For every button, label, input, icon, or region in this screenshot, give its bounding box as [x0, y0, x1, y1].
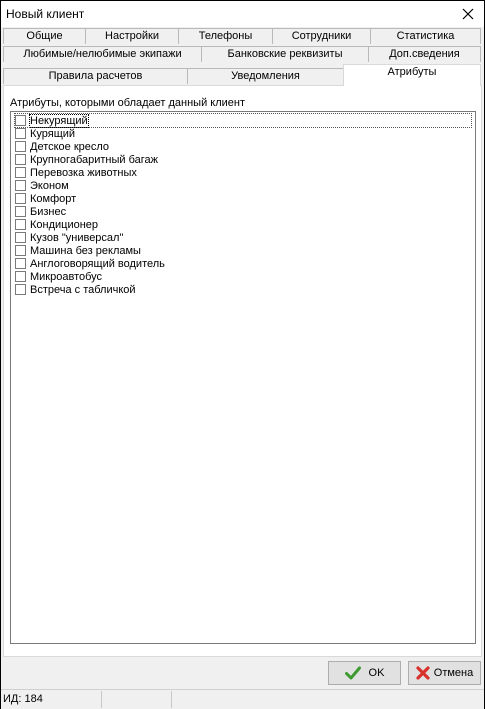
list-item[interactable] [15, 179, 69, 192]
checkbox[interactable] [15, 219, 26, 230]
tab-extra-info[interactable]: Доп.сведения [368, 46, 481, 62]
cancel-button[interactable] [408, 661, 481, 685]
window-title: Новый клиент [6, 7, 85, 21]
tab-settings[interactable]: Настройки [85, 28, 179, 44]
status-panel-2 [102, 691, 172, 708]
tab-row-3 [3, 68, 481, 85]
item-label: Курящий [30, 127, 76, 140]
attributes-panel [3, 85, 482, 657]
list-item[interactable] [15, 127, 75, 140]
tab-employees[interactable]: Сотрудники [272, 28, 371, 44]
ok-button[interactable] [328, 661, 401, 685]
tab-row-1 [3, 28, 481, 45]
cancel-button-label: Отмена [433, 667, 474, 679]
tab-general[interactable]: Общие [3, 28, 86, 44]
item-label: Некурящий [30, 114, 88, 127]
tab-bank-details[interactable]: Банковские реквизиты [201, 46, 369, 62]
tab-phones[interactable]: Телефоны [178, 28, 273, 44]
checkbox[interactable] [15, 180, 26, 191]
status-bar [1, 689, 484, 709]
checkbox[interactable] [15, 128, 26, 139]
checkbox[interactable] [15, 115, 26, 126]
status-id: ИД: 184 [1, 691, 102, 708]
tab-attributes[interactable]: Атрибуты [343, 64, 481, 86]
tab-statistics[interactable]: Статистика [370, 28, 481, 44]
list-item[interactable] [15, 244, 141, 257]
list-item[interactable] [15, 257, 165, 270]
checkbox[interactable] [15, 167, 26, 178]
close-icon [462, 8, 474, 20]
checkbox[interactable] [15, 245, 26, 256]
item-label: Кондиционер [30, 218, 99, 231]
checkbox[interactable] [15, 206, 26, 217]
tab-strip [3, 28, 481, 86]
list-item[interactable] [15, 192, 76, 205]
checkbox[interactable] [15, 258, 26, 269]
attributes-checklist[interactable] [10, 111, 476, 644]
tab-row-2 [3, 46, 481, 63]
list-item[interactable] [15, 270, 102, 283]
close-button[interactable] [452, 1, 484, 27]
item-label: Крупногабаритный багаж [30, 153, 158, 166]
tab-favorite-crews[interactable]: Любимые/нелюбимые экипажи [3, 46, 202, 62]
item-label: Машина без рекламы [30, 244, 141, 257]
item-label: Бизнес [30, 205, 67, 218]
ok-button-label: OK [368, 667, 385, 679]
list-item[interactable] [15, 231, 123, 244]
item-label: Встреча с табличкой [30, 283, 136, 296]
list-item[interactable] [15, 283, 136, 296]
check-icon [345, 666, 361, 680]
x-icon [416, 666, 430, 680]
checkbox[interactable] [15, 232, 26, 243]
list-item[interactable] [15, 140, 109, 153]
item-label: Микроавтобус [30, 270, 103, 283]
tab-notifications[interactable]: Уведомления [187, 68, 344, 84]
checkbox[interactable] [15, 141, 26, 152]
checkbox[interactable] [15, 193, 26, 204]
item-label: Эконом [30, 179, 69, 192]
checkbox[interactable] [15, 284, 26, 295]
tab-payment-rules[interactable]: Правила расчетов [3, 68, 188, 84]
item-label: Перевозка животных [30, 166, 137, 179]
item-label: Комфорт [30, 192, 77, 205]
item-label: Детское кресло [30, 140, 110, 153]
list-item[interactable] [15, 205, 66, 218]
item-label: Англоговорящий водитель [30, 257, 165, 270]
list-item[interactable] [15, 218, 98, 231]
attributes-label: Атрибуты, которыми обладает данный клиент [10, 97, 246, 109]
item-label: Кузов "универсал" [30, 231, 124, 244]
list-item[interactable] [15, 166, 137, 179]
checkbox[interactable] [15, 154, 26, 165]
button-bar [1, 658, 484, 688]
title-bar [1, 1, 484, 27]
list-item[interactable] [15, 114, 471, 127]
checkbox[interactable] [15, 271, 26, 282]
list-item[interactable] [15, 153, 158, 166]
